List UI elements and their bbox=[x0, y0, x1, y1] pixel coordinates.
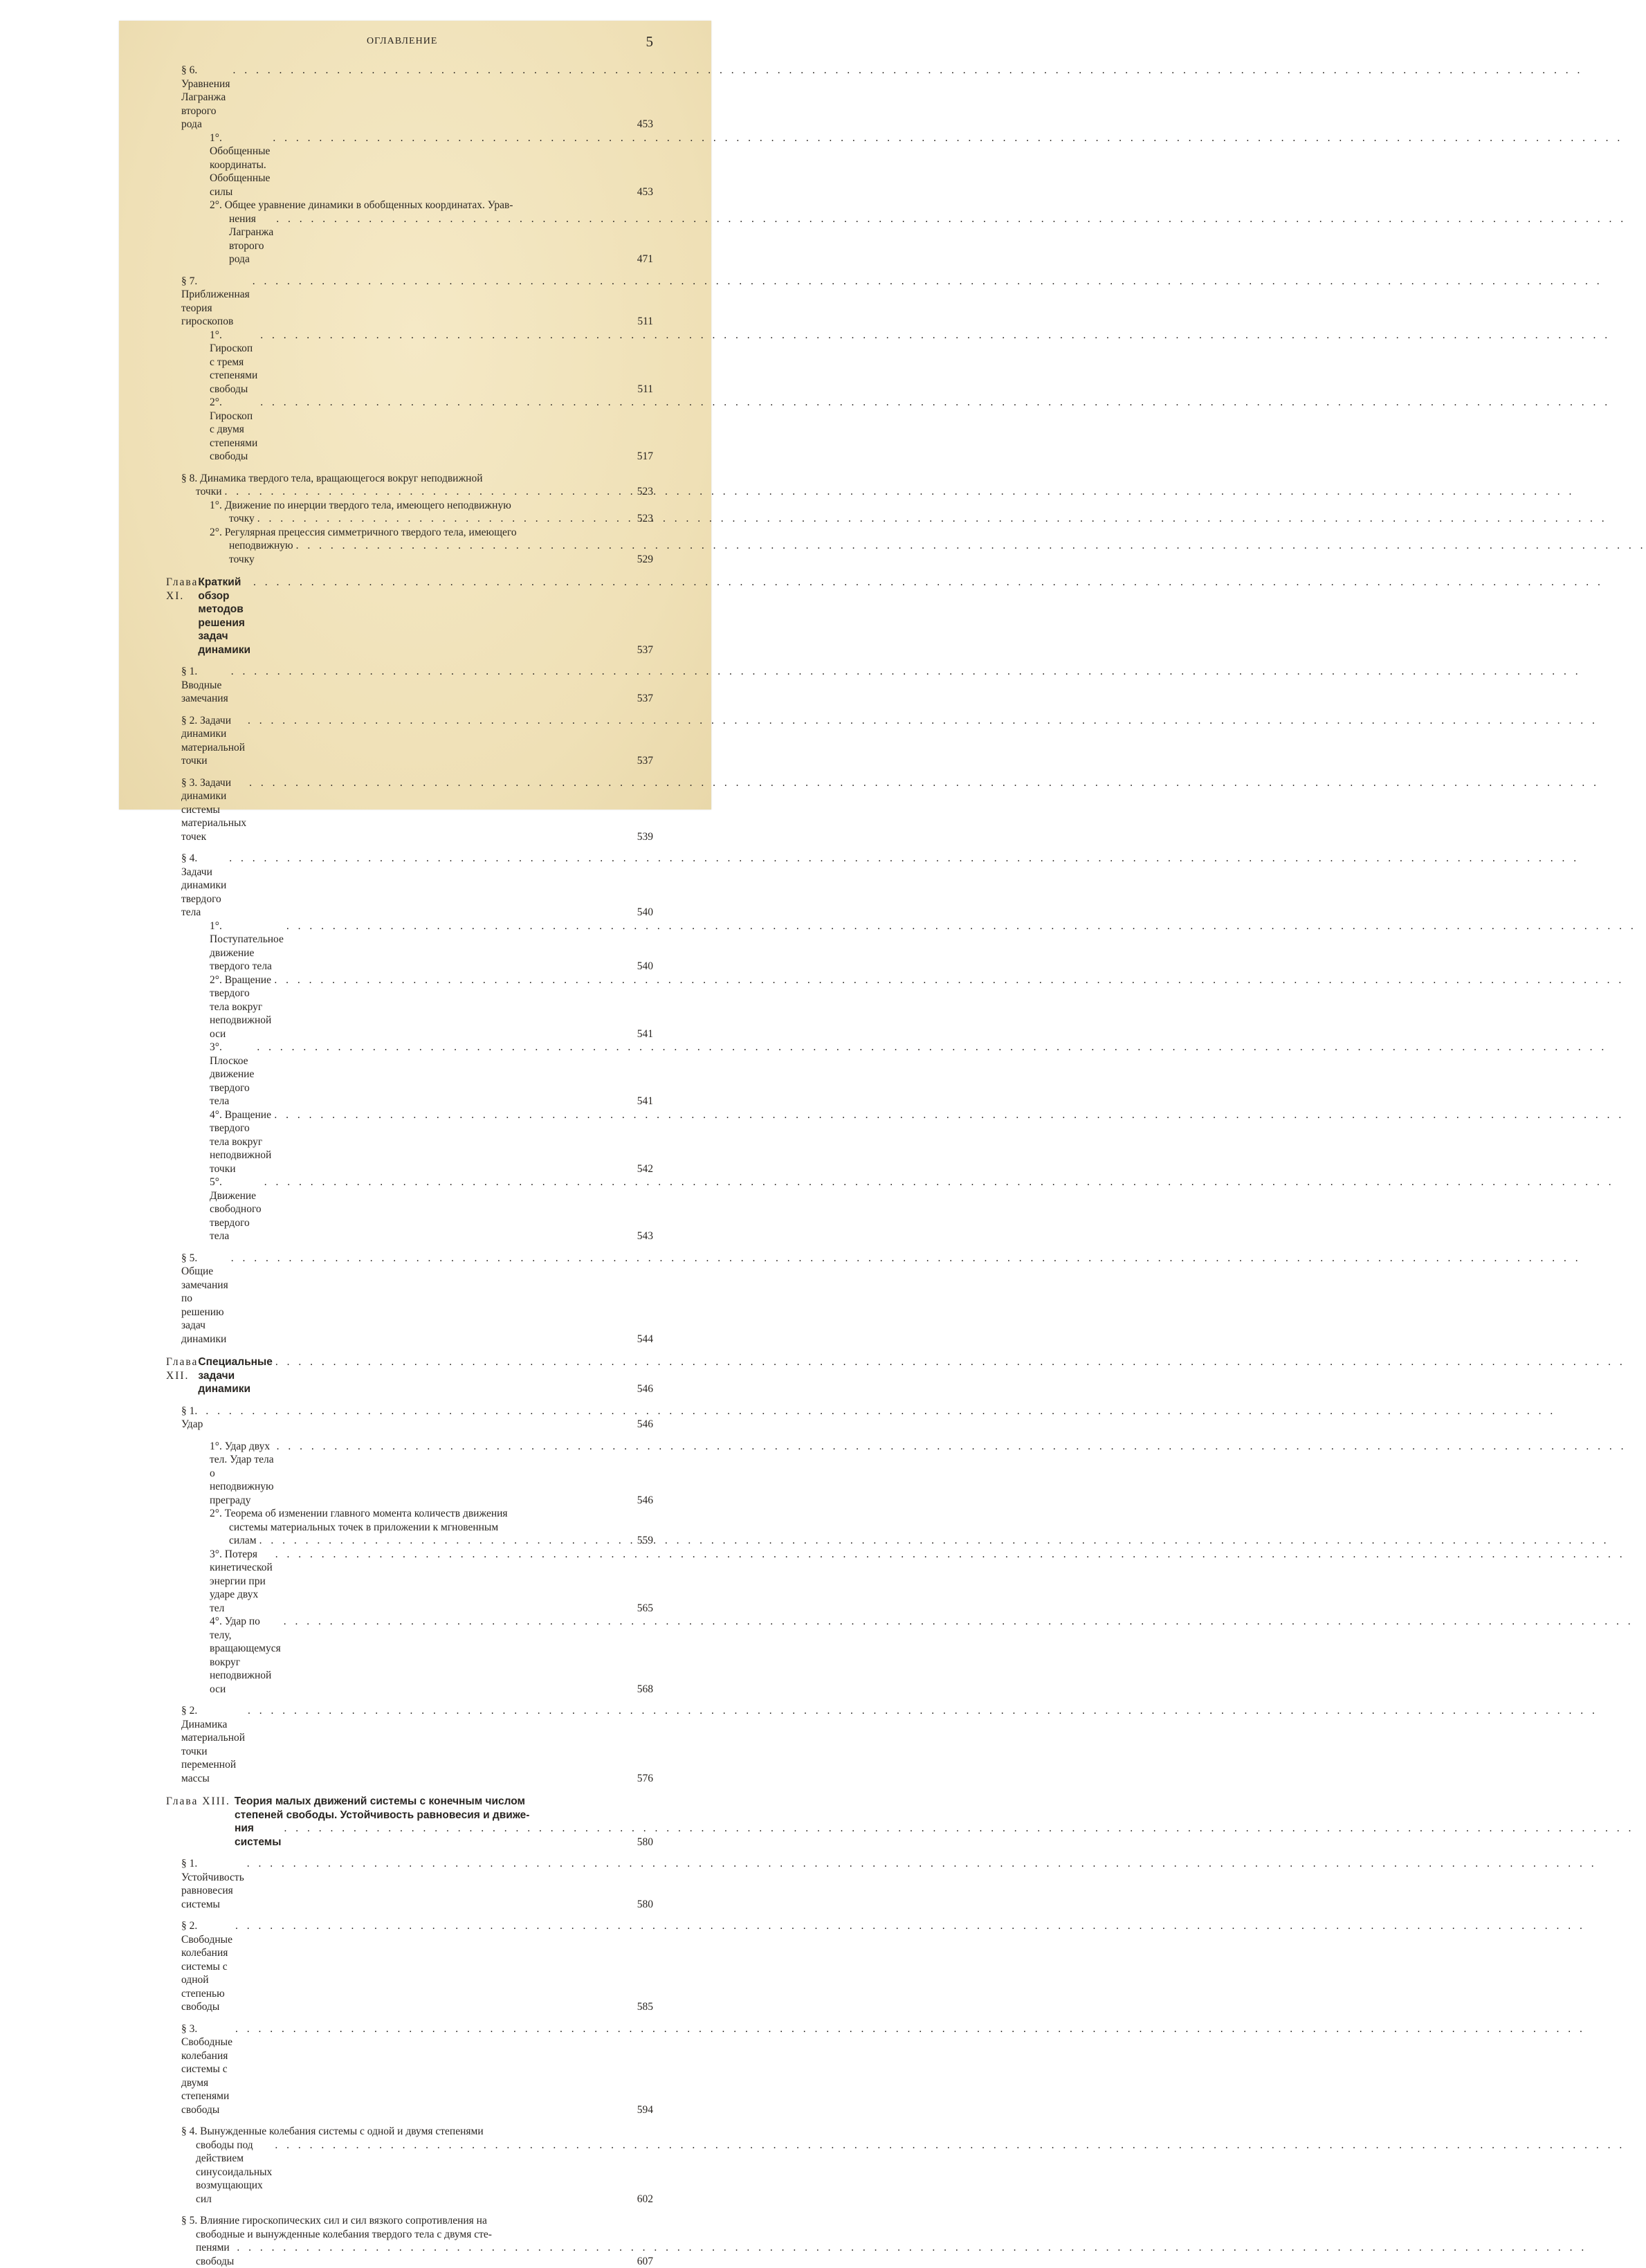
toc-entry-line: § 1. Удар bbox=[181, 1405, 203, 1432]
toc-entry-line: степеней свободы. Устойчивость равновесия и движе- bbox=[235, 1809, 529, 1821]
dot-leader bbox=[284, 1822, 1634, 1849]
toc-entry-line: 4°. Вращение твердого тела вокруг неподвижной точки bbox=[210, 1108, 271, 1176]
toc-entry bbox=[119, 472, 711, 499]
dot-leader bbox=[264, 1176, 1614, 1243]
toc-entry bbox=[119, 199, 711, 266]
page-number: 5 bbox=[646, 33, 654, 51]
toc-entry-line: ния системы bbox=[235, 1822, 281, 1849]
toc-entry-title bbox=[166, 1795, 621, 1849]
toc-entry-title bbox=[210, 329, 621, 396]
toc-entry-line: § 2. Свободные колебания системы с одной степенью свободы bbox=[181, 1919, 232, 2014]
toc-entry bbox=[119, 2022, 711, 2117]
table-of-contents bbox=[119, 64, 711, 2268]
toc-entry-title bbox=[181, 2125, 621, 2206]
dot-leader bbox=[253, 275, 1602, 329]
toc-entry bbox=[119, 714, 711, 768]
book-page bbox=[119, 21, 711, 810]
toc-entry-title bbox=[210, 1507, 621, 1548]
toc-entry bbox=[119, 1548, 711, 1616]
dot-leader bbox=[276, 212, 1626, 266]
toc-entry-line: 5°. Движение свободного твердого тела bbox=[210, 1176, 262, 1243]
toc-entry bbox=[119, 526, 711, 567]
dot-leader bbox=[260, 329, 1610, 396]
toc-entry-title bbox=[181, 852, 621, 920]
toc-entry bbox=[119, 396, 711, 464]
toc-entry bbox=[119, 64, 711, 131]
toc-entry bbox=[119, 1857, 711, 1911]
toc-entry bbox=[119, 973, 711, 1041]
dot-leader bbox=[259, 1534, 1609, 1548]
toc-entry-line: 2°. Общее уравнение динамики в обобщенных координатах. Урав- bbox=[210, 199, 513, 211]
dot-leader bbox=[235, 2022, 1585, 2117]
dot-leader bbox=[248, 1704, 1598, 1785]
toc-entry bbox=[119, 1405, 711, 1432]
toc-page-number: 523 bbox=[621, 512, 653, 526]
toc-page-number: 607 bbox=[621, 2255, 653, 2268]
running-head bbox=[119, 36, 711, 50]
toc-entry-line: неподвижную точку bbox=[229, 539, 293, 566]
toc-entry bbox=[119, 776, 711, 844]
dot-leader bbox=[249, 776, 1599, 844]
toc-entry-title bbox=[210, 1615, 621, 1696]
dot-leader bbox=[257, 1041, 1607, 1108]
toc-page-number: 511 bbox=[621, 315, 653, 329]
toc-page-number: 543 bbox=[621, 1229, 653, 1243]
toc-entry-line: 1°. Удар двух тел. Удар тела о неподвижную преграду bbox=[210, 1440, 274, 1508]
toc-entry-title bbox=[166, 576, 621, 657]
chapter-label: Глава XII. bbox=[166, 1355, 198, 1396]
toc-entry bbox=[119, 1615, 711, 1696]
dot-leader bbox=[260, 396, 1610, 464]
toc-entry bbox=[119, 1795, 711, 1849]
dot-leader bbox=[235, 1919, 1585, 2014]
toc-page-number: 453 bbox=[621, 185, 653, 199]
toc-entry-line: § 6. Уравнения Лагранжа второго рода bbox=[181, 64, 230, 131]
dot-leader bbox=[229, 852, 1579, 920]
toc-page-number: 546 bbox=[621, 1494, 653, 1508]
toc-entry bbox=[119, 1041, 711, 1108]
dot-leader bbox=[274, 1108, 1624, 1176]
toc-entry-line: 3°. Плоское движение твердого тела bbox=[210, 1041, 254, 1108]
dot-leader bbox=[231, 665, 1581, 706]
dot-leader bbox=[237, 2241, 1586, 2268]
toc-entry-title bbox=[181, 1405, 621, 1432]
toc-entry-line: 3°. Потеря кинетической энергии при ударе двух тел bbox=[210, 1548, 273, 1616]
toc-entry-line: Специальные задачи динамики bbox=[198, 1355, 272, 1396]
toc-entry-line: § 5. Общие замечания по решению задач динамики bbox=[181, 1252, 228, 1346]
toc-page-number: 537 bbox=[621, 643, 653, 657]
dot-leader bbox=[253, 576, 1603, 657]
toc-page-number: 540 bbox=[621, 960, 653, 973]
toc-entry-line: 2°. Теорема об изменении главного момента количеств движения bbox=[210, 1508, 508, 1519]
toc-entry-line: § 3. Задачи динамики системы материальных точек bbox=[181, 776, 246, 844]
toc-page-number: 559 bbox=[621, 1534, 653, 1548]
toc-entry-title bbox=[181, 1252, 621, 1346]
toc-entry-line: 2°. Гироскоп с двумя степенями свободы bbox=[210, 396, 257, 464]
dot-leader bbox=[248, 714, 1598, 768]
toc-entry-line: § 7. Приближенная теория гироскопов bbox=[181, 275, 250, 329]
toc-entry bbox=[119, 1919, 711, 2014]
toc-entry-title bbox=[210, 1041, 621, 1108]
toc-entry bbox=[119, 852, 711, 920]
toc-entry-line: § 5. Влияние гироскопических сил и сил вязкого сопротивления на bbox=[181, 2215, 487, 2226]
toc-page-number: 537 bbox=[621, 692, 653, 706]
toc-entry-title bbox=[181, 2214, 621, 2268]
chapter-label: Глава XI. bbox=[166, 576, 198, 657]
toc-entry-line: § 2. Задачи динамики материальной точки bbox=[181, 714, 245, 768]
dot-leader bbox=[277, 1440, 1627, 1508]
toc-entry-line: точку bbox=[229, 512, 255, 526]
toc-entry bbox=[119, 275, 711, 329]
toc-page-number: 585 bbox=[621, 2000, 653, 2014]
toc-entry-line: § 4. Задачи динамики твердого тела bbox=[181, 852, 226, 920]
dot-leader bbox=[247, 1857, 1597, 1911]
toc-entry-title bbox=[181, 1704, 621, 1785]
toc-entry-title bbox=[210, 1176, 621, 1243]
toc-entry bbox=[119, 1176, 711, 1243]
toc-entry-line: 1°. Гироскоп с тремя степенями свободы bbox=[210, 329, 257, 396]
toc-page-number: 565 bbox=[621, 1602, 653, 1616]
toc-page-number: 540 bbox=[621, 906, 653, 920]
toc-entry-line: свободы под действием синусоидальных возмущающих сил bbox=[196, 2139, 272, 2206]
toc-page-number: 546 bbox=[621, 1382, 653, 1396]
toc-entry bbox=[119, 2214, 711, 2268]
dot-leader bbox=[274, 973, 1624, 1041]
toc-entry-title bbox=[210, 920, 621, 973]
dot-leader bbox=[232, 64, 1582, 131]
toc-entry-line: § 8. Динамика твердого тела, вращающегося вокруг неподвижной bbox=[181, 473, 483, 484]
toc-entry-line: § 1. Вводные замечания bbox=[181, 665, 228, 706]
toc-entry-title bbox=[181, 472, 621, 499]
toc-entry-line: § 3. Свободные колебания системы с двумя степенями свободы bbox=[181, 2022, 232, 2117]
toc-page-number: 517 bbox=[621, 450, 653, 464]
toc-page-number: 544 bbox=[621, 1333, 653, 1346]
toc-page-number: 568 bbox=[621, 1683, 653, 1697]
toc-page-number: 580 bbox=[621, 1898, 653, 1912]
toc-entry-line: 2°. Вращение твердого тела вокруг неподвижной оси bbox=[210, 973, 271, 1041]
toc-page-number: 539 bbox=[621, 830, 653, 844]
toc-entry-line: Теория малых движений системы с конечным числом bbox=[235, 1795, 525, 1807]
running-title: ОГЛАВЛЕНИЕ bbox=[367, 36, 437, 47]
toc-page-number: 541 bbox=[621, 1027, 653, 1041]
toc-page-number: 542 bbox=[621, 1162, 653, 1176]
toc-entry-title bbox=[210, 396, 621, 464]
toc-entry-title bbox=[210, 131, 621, 199]
toc-page-number: 511 bbox=[621, 383, 653, 396]
toc-entry-title bbox=[181, 64, 621, 131]
dot-leader bbox=[225, 485, 1575, 499]
toc-entry-title bbox=[210, 199, 621, 266]
dot-leader bbox=[231, 1252, 1581, 1346]
toc-entry-line: системы материальных точек в приложении к мгновенным bbox=[229, 1521, 498, 1533]
toc-entry bbox=[119, 329, 711, 396]
toc-entry-line: силам bbox=[229, 1534, 257, 1548]
toc-entry-title bbox=[181, 665, 621, 706]
toc-entry-title bbox=[210, 499, 621, 526]
toc-entry-title bbox=[210, 1548, 621, 1616]
toc-page-number: 546 bbox=[621, 1418, 653, 1432]
toc-entry bbox=[119, 920, 711, 973]
dot-leader bbox=[275, 1355, 1625, 1396]
toc-page-number: 576 bbox=[621, 1772, 653, 1786]
toc-entry-line: Краткий обзор методов решения задач динамики bbox=[198, 576, 250, 657]
dot-leader bbox=[284, 1615, 1634, 1696]
toc-page-number: 523 bbox=[621, 485, 653, 499]
toc-entry-line: пенями свободы bbox=[196, 2241, 234, 2268]
toc-entry bbox=[119, 1440, 711, 1508]
dot-leader bbox=[257, 512, 1607, 526]
toc-entry-line: § 1. Устойчивость равновесия системы bbox=[181, 1857, 244, 1911]
dot-leader bbox=[275, 2139, 1625, 2206]
toc-entry bbox=[119, 499, 711, 526]
dot-leader bbox=[275, 1548, 1625, 1616]
toc-entry bbox=[119, 1507, 711, 1548]
toc-page-number: 602 bbox=[621, 2193, 653, 2206]
toc-entry-line: 4°. Удар по телу, вращающемуся вокруг неподвижной оси bbox=[210, 1615, 281, 1696]
toc-entry-line: 1°. Движение по инерции твердого тела, имеющего неподвижную bbox=[210, 500, 511, 511]
toc-entry-title bbox=[181, 2022, 621, 2117]
toc-entry-line: 2°. Регулярная прецессия симметричного твердого тела, имеющего bbox=[210, 527, 517, 538]
toc-page-number: 537 bbox=[621, 754, 653, 768]
toc-entry bbox=[119, 2125, 711, 2206]
toc-entry-line: § 2. Динамика материальной точки переменной массы bbox=[181, 1704, 245, 1785]
toc-entry-title bbox=[181, 776, 621, 844]
toc-page-number: 541 bbox=[621, 1095, 653, 1108]
toc-entry bbox=[119, 1355, 711, 1396]
dot-leader bbox=[286, 920, 1636, 973]
toc-entry bbox=[119, 576, 711, 657]
toc-entry-title bbox=[181, 714, 621, 768]
toc-entry-line: точки bbox=[196, 485, 222, 499]
toc-entry-line: 1°. Обобщенные координаты. Обобщенные силы bbox=[210, 131, 270, 199]
toc-entry bbox=[119, 131, 711, 199]
dot-leader bbox=[205, 1405, 1555, 1432]
toc-entry-line: 1°. Поступательное движение твердого тела bbox=[210, 920, 284, 973]
toc-entry-title bbox=[210, 526, 621, 567]
toc-entry-line: свободные и вынужденные колебания твердого тела с двумя сте- bbox=[196, 2229, 492, 2240]
toc-entry-title bbox=[210, 1108, 621, 1176]
chapter-label: Глава XIII. bbox=[166, 1795, 235, 1807]
toc-entry-title bbox=[181, 1857, 621, 1911]
toc-entry-title bbox=[210, 1440, 621, 1508]
toc-page-number: 471 bbox=[621, 253, 653, 266]
toc-entry-title bbox=[181, 275, 621, 329]
toc-entry bbox=[119, 665, 711, 706]
toc-entry bbox=[119, 1108, 711, 1176]
toc-entry-title bbox=[166, 1355, 621, 1396]
toc-page-number: 580 bbox=[621, 1836, 653, 1849]
toc-entry bbox=[119, 1704, 711, 1785]
toc-page-number: 594 bbox=[621, 2103, 653, 2117]
dot-leader bbox=[296, 539, 1646, 566]
toc-entry-line: § 4. Вынужденные колебания системы с одной и двумя степенями bbox=[181, 2125, 484, 2137]
toc-entry-title bbox=[210, 973, 621, 1041]
dot-leader bbox=[273, 131, 1622, 199]
toc-entry bbox=[119, 1252, 711, 1346]
toc-entry-line: нения Лагранжа второго рода bbox=[229, 212, 273, 266]
toc-page-number: 453 bbox=[621, 118, 653, 131]
toc-page-number: 529 bbox=[621, 553, 653, 567]
toc-entry-title bbox=[181, 1919, 621, 2014]
